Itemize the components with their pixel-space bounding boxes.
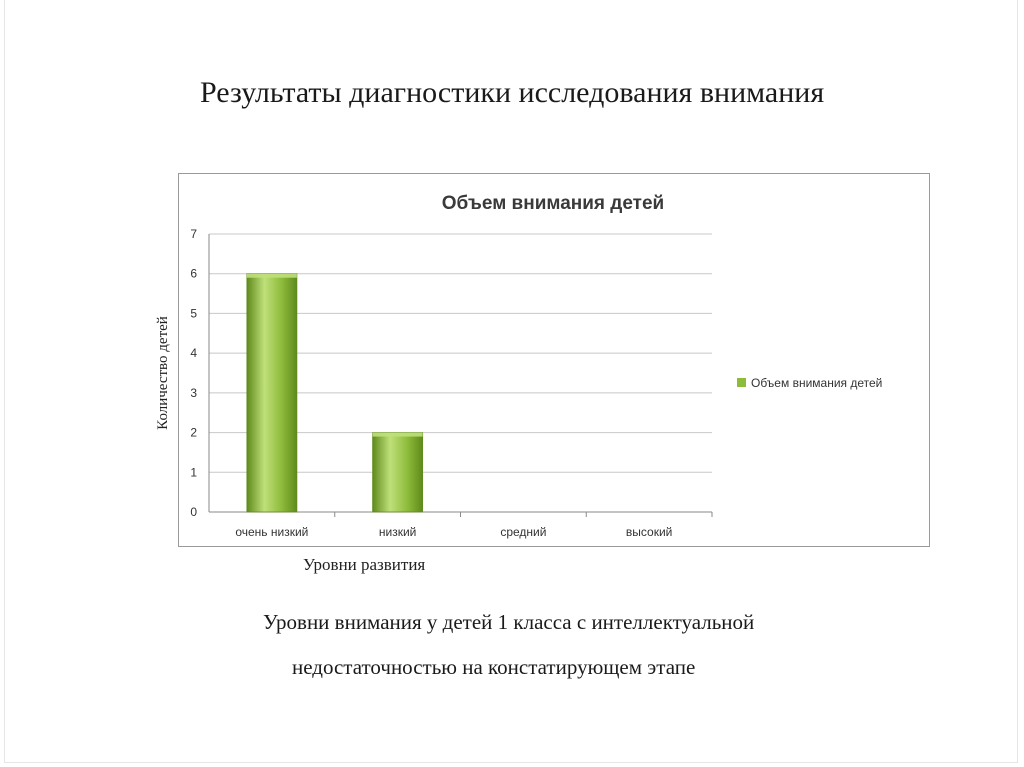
legend-swatch [737,378,746,387]
caption-line-1: Уровни внимания у детей 1 класса с интеллектуальной [263,610,755,634]
y-axis-label: Количество детей [155,316,171,430]
y-tick-label: 4 [190,346,197,361]
y-tick-label: 3 [190,385,197,400]
bar-chart [155,174,931,574]
chart-title: Объем внимания детей [441,193,665,214]
y-tick-label: 2 [190,425,197,440]
x-tick-label: низкий [378,525,417,539]
y-tick-label: 7 [190,227,197,241]
slide-title: Результаты диагностики исследования внимания [200,76,825,109]
bar-top [373,433,423,437]
bar-top [247,274,297,278]
y-tick-label: 0 [190,505,197,519]
x-tick-label: высокий [625,525,673,539]
chart-area [155,173,930,574]
x-tick-label: очень низкий [235,525,309,539]
y-tick-label: 5 [190,306,197,321]
legend-label: Объем внимания детей [751,376,883,390]
y-tick-label: 1 [190,465,197,480]
x-tick-label: средний [500,525,547,539]
bar [373,433,423,512]
caption-line-2: недостаточностью на констатирующем этапе [292,655,696,679]
y-tick-label: 6 [190,266,197,281]
x-axis-label: Уровни развития [303,555,426,574]
bar [247,274,297,512]
